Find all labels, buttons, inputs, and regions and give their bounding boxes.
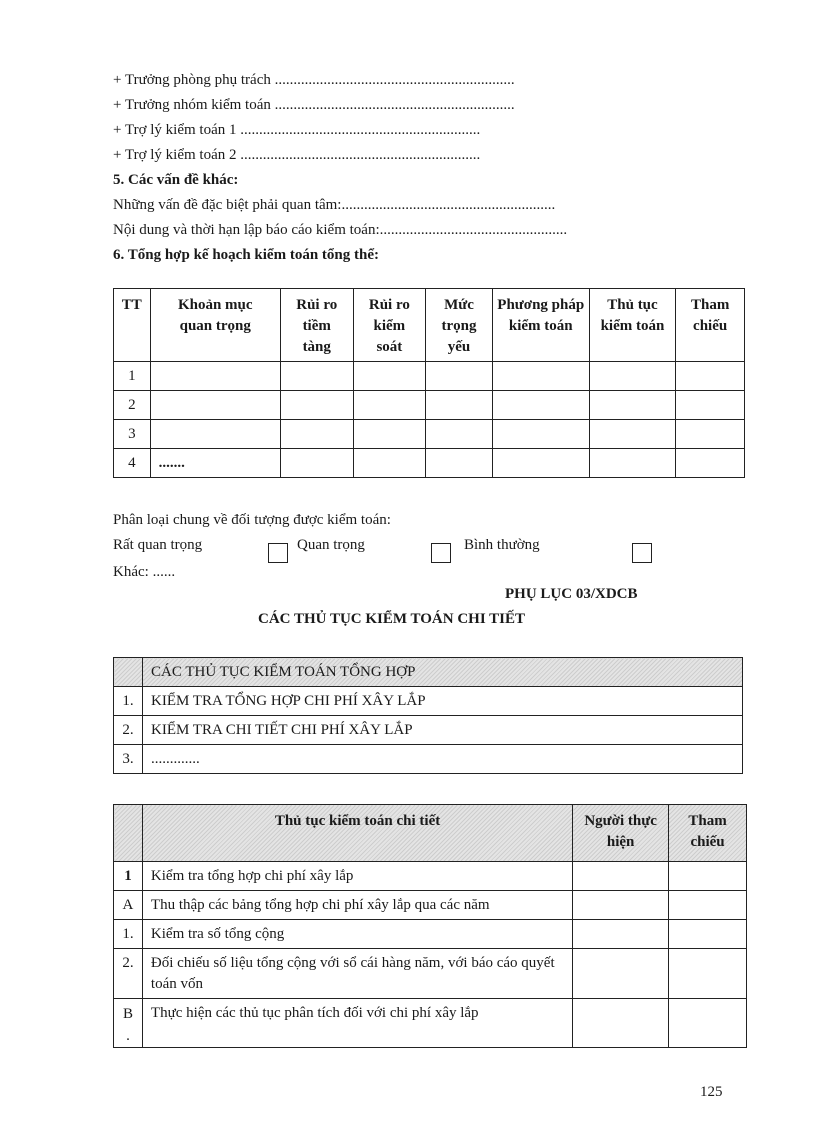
plan-table-row bbox=[114, 449, 745, 478]
detail-row-num: 1. bbox=[114, 920, 143, 949]
plan-row-tt: 1 bbox=[114, 362, 151, 391]
plan-row-tt: 3 bbox=[114, 420, 151, 449]
detail-table-row bbox=[114, 920, 747, 949]
plan-header-control-risk: Rủi ro kiểm soát bbox=[353, 289, 426, 362]
plan-header-method: Phương pháp kiểm toán bbox=[492, 289, 589, 362]
detail-procedures-table bbox=[113, 804, 747, 1048]
detail-table-header-row bbox=[114, 805, 747, 862]
detail-row-text: Kiểm tra số tổng cộng bbox=[142, 920, 572, 949]
plan-row-tt: 2 bbox=[114, 391, 151, 420]
detail-row-num: 1 bbox=[114, 862, 143, 891]
plan-table-row bbox=[114, 420, 745, 449]
general-table-row bbox=[114, 687, 743, 716]
general-table-row bbox=[114, 745, 743, 774]
plan-header-reference: Tham chiếu bbox=[676, 289, 745, 362]
detail-row-num: A bbox=[114, 891, 143, 920]
detail-table-row bbox=[114, 862, 747, 891]
detail-header-procedure: Thủ tục kiểm toán chi tiết bbox=[142, 805, 572, 862]
general-row-num: 1. bbox=[114, 687, 143, 716]
audit-plan-table bbox=[113, 288, 745, 478]
general-row-text: KIỂM TRA CHI TIẾT CHI PHÍ XÂY LẮP bbox=[143, 716, 743, 745]
detail-row-text: Kiểm tra tổng hợp chi phí xây lắp bbox=[142, 862, 572, 891]
staff-manager-line: + Trưởng phòng phụ trách ................................................................ bbox=[113, 72, 515, 88]
plan-row-item bbox=[150, 362, 280, 391]
classification-normal-label: Bình thường bbox=[464, 537, 540, 553]
detail-table-row bbox=[114, 999, 747, 1048]
classification-important-label: Quan trọng bbox=[297, 537, 365, 553]
important-checkbox[interactable] bbox=[431, 543, 451, 563]
general-row-text: ............. bbox=[143, 745, 743, 774]
plan-header-item: Khoản mục quan trọng bbox=[150, 289, 280, 362]
classification-label: Phân loại chung về đối tượng được kiểm toán: bbox=[113, 512, 391, 528]
plan-row-item bbox=[150, 391, 280, 420]
normal-checkbox[interactable] bbox=[632, 543, 652, 563]
staff-team-lead-line: + Trưởng nhóm kiểm toán ................................................................ bbox=[113, 97, 515, 113]
detail-header-performer: Người thực hiện bbox=[573, 805, 669, 862]
plan-header-inherent-risk: Rủi ro tiềm tàng bbox=[280, 289, 353, 362]
general-table-header: CÁC THỦ TỤC KIỂM TOÁN TỔNG HỢP bbox=[143, 658, 743, 687]
detail-row-num: 2. bbox=[114, 949, 143, 999]
detail-row-text: Thu thập các bảng tổng hợp chi phí xây lắp qua các năm bbox=[142, 891, 572, 920]
plan-table-row bbox=[114, 391, 745, 420]
general-table-row bbox=[114, 716, 743, 745]
detail-table-row bbox=[114, 949, 747, 999]
staff-assistant1-line: + Trợ lý kiểm toán 1 ................................................................ bbox=[113, 122, 481, 138]
section5-title: 5. Các vấn đề khác: bbox=[113, 172, 239, 188]
general-row-num: 2. bbox=[114, 716, 143, 745]
section6-title: 6. Tổng hợp kế hoạch kiểm toán tổng thể: bbox=[113, 247, 379, 263]
detail-row-text: Đối chiếu số liệu tổng cộng với sổ cái hàng năm, với báo cáo quyết toán vốn bbox=[142, 949, 572, 999]
staff-assistant2-line: + Trợ lý kiểm toán 2 ................................................................ bbox=[113, 147, 481, 163]
very-important-checkbox[interactable] bbox=[268, 543, 288, 563]
plan-row-item bbox=[150, 420, 280, 449]
appendix-code: PHỤ LỤC 03/XDCB bbox=[505, 586, 638, 602]
plan-header-tt: TT bbox=[114, 289, 151, 362]
special-issues-line: Những vấn đề đặc biệt phải quan tâm:......................................................... bbox=[113, 197, 556, 213]
detail-table-row bbox=[114, 891, 747, 920]
general-row-text: KIỂM TRA TỔNG HỢP CHI PHÍ XÂY LẮP bbox=[143, 687, 743, 716]
plan-header-procedure: Thủ tục kiểm toán bbox=[589, 289, 676, 362]
detail-row-num: B . bbox=[114, 999, 143, 1048]
plan-header-materiality: Mức trọng yếu bbox=[426, 289, 493, 362]
general-row-num: 3. bbox=[114, 745, 143, 774]
appendix-title: CÁC THỦ TỤC KIỂM TOÁN CHI TIẾT bbox=[258, 611, 526, 627]
plan-table-header-row bbox=[114, 289, 745, 362]
plan-row-tt: 4 bbox=[114, 449, 151, 478]
report-content-line: Nội dung và thời hạn lập báo cáo kiểm toán:.................................................. bbox=[113, 222, 568, 238]
detail-row-text: Thực hiện các thủ tục phân tích đối với chi phí xây lắp bbox=[142, 999, 572, 1048]
detail-header-reference: Tham chiếu bbox=[669, 805, 747, 862]
plan-row-item: ....... bbox=[150, 449, 280, 478]
classification-very-important-label: Rất quan trọng bbox=[113, 537, 203, 553]
page-number: 125 bbox=[700, 1084, 723, 1100]
general-procedures-table bbox=[113, 657, 743, 774]
plan-table-row bbox=[114, 362, 745, 391]
classification-other-line: Khác: ...... bbox=[113, 564, 176, 580]
general-table-header-row bbox=[114, 658, 743, 687]
